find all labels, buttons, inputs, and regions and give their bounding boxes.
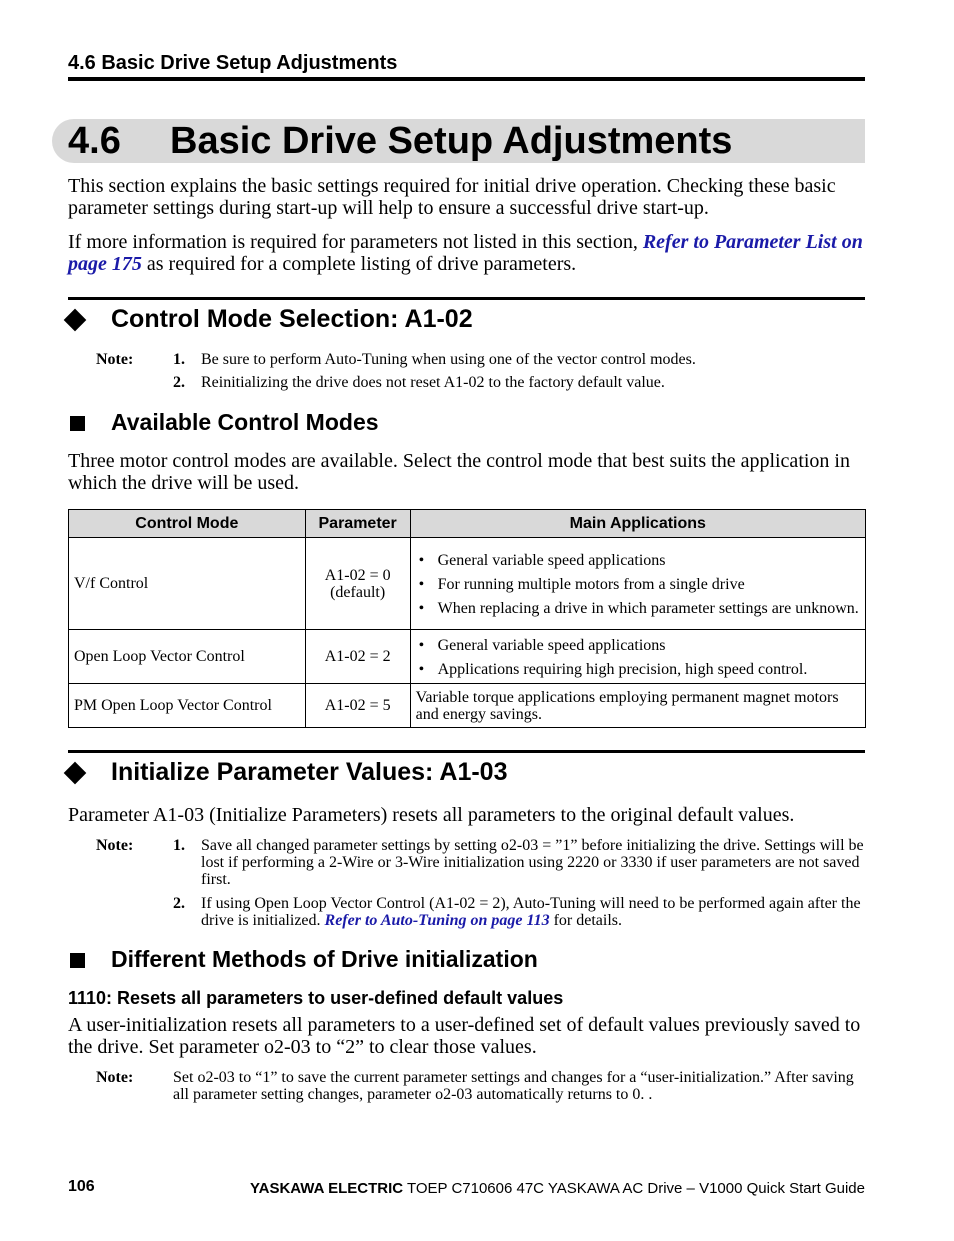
bullet-icon: • (418, 552, 425, 569)
section-rule (68, 750, 865, 753)
note-text: Set o2-03 to “1” to save the current parameter settings and changes for a “user-initialization.” After saving all parameter setting changes, parameter o2-03 automatically returns to 0. . (173, 1069, 854, 1103)
footer-text (250, 1180, 865, 1197)
bullet-icon: • (418, 661, 425, 678)
initialize-heading: Initialize Parameter Values: A1-03 (111, 758, 508, 786)
parameter-list-link[interactable]: Refer to Parameter List on page 175 (68, 231, 863, 275)
parameter-cell: A1-02 = 2 (305, 630, 410, 684)
note2-text-after: for details. (549, 912, 623, 929)
auto-tuning-link[interactable]: Refer to Auto-Tuning on page 113 (324, 912, 550, 929)
list-item: • For running multiple motors from a single drive (418, 576, 745, 593)
mode-cell: Open Loop Vector Control (69, 630, 306, 684)
header-rule (68, 77, 865, 81)
available-modes-heading: Available Control Modes (111, 409, 379, 435)
table-row (69, 538, 866, 630)
available-modes-paragraph: Three motor control modes are available. Select the control mode that best suits the application in which the drive will be used. (68, 450, 850, 494)
table-header-row (69, 510, 866, 538)
diamond-bullet-icon (64, 762, 87, 785)
column-header: Control Mode (69, 510, 306, 538)
note-label: Note: (96, 351, 134, 368)
section-number: 4.6 (68, 120, 121, 162)
mode-cell: V/f Control (69, 538, 306, 630)
applications-cell (410, 630, 865, 684)
bullet-icon: • (418, 576, 425, 593)
note-text (201, 895, 867, 929)
note2-text-before: If using Open Loop Vector Control (A1-02 = 2), Auto-Tuning will need to be performed again after the drive is initialized. (201, 895, 861, 929)
parameter-value: A1-02 = 0 (324, 566, 391, 584)
bullet-icon: • (418, 637, 425, 654)
square-bullet-icon (70, 416, 85, 431)
list-item: • General variable speed applications (418, 552, 666, 569)
mode-cell: PM Open Loop Vector Control (69, 684, 306, 728)
parameter-cell (305, 538, 410, 630)
bullet-icon: • (418, 600, 425, 617)
list-item: • Applications requiring high precision, high speed control. (418, 661, 808, 678)
parameter-default: (default) (330, 583, 386, 601)
footer-brand: YASKAWA ELECTRIC (250, 1180, 404, 1197)
list-item: • General variable speed applications (418, 637, 666, 654)
note-number: 1. (173, 351, 185, 368)
note-label: Note: (96, 1069, 134, 1086)
diamond-bullet-icon (64, 309, 87, 332)
control-mode-heading: Control Mode Selection: A1-02 (111, 305, 473, 333)
table-row (69, 684, 866, 728)
note-number: 2. (173, 374, 185, 391)
parameter-cell: A1-02 = 5 (305, 684, 410, 728)
page-number: 106 (68, 1178, 95, 1195)
note-number: 1. (173, 837, 185, 854)
intro-ref-text-after: as required for a complete listing of drive parameters. (141, 253, 577, 275)
note-label: Note: (96, 837, 134, 854)
note-text: Be sure to perform Auto-Tuning when using one of the vector control modes. (201, 351, 696, 368)
note-text: Save all changed parameter settings by setting o2-03 = ”1” before initializing the drive. Settings will be lost if performing a 2-Wire or 3-Wire initialization using 2220 or 3330 if user parameters are not saved first. (201, 837, 864, 888)
intro-paragraph: This section explains the basic settings required for initial drive operation. Checking these basic parameter settings during start-up will help to ensure a successful drive start-up. (68, 175, 836, 219)
square-bullet-icon (70, 953, 85, 968)
intro-reference-paragraph (68, 231, 868, 275)
column-header: Main Applications (410, 510, 865, 538)
footer-doc: TOEP C710606 47C YASKAWA AC Drive – V1000 Quick Start Guide (403, 1180, 865, 1197)
applications-cell (410, 538, 865, 630)
note-text: Reinitializing the drive does not reset A1-02 to the factory default value. (201, 374, 665, 391)
table-row (69, 630, 866, 684)
list-item: • When replacing a drive in which parameter settings are unknown. (418, 600, 859, 617)
page-title: Basic Drive Setup Adjustments (170, 120, 733, 162)
control-modes-table (68, 509, 866, 728)
user-init-heading: 1110: Resets all parameters to user-defined default values (68, 988, 564, 1008)
user-init-paragraph: A user-initialization resets all parameters to a user-defined set of default values previously saved to the drive. Set parameter o2-03 to “2” to clear those values. (68, 1014, 861, 1058)
applications-cell: Variable torque applications employing permanent magnet motors and energy savings. (410, 684, 865, 728)
init-methods-heading: Different Methods of Drive initialization (111, 946, 538, 972)
intro-ref-text-before: If more information is required for parameters not listed in this section, (68, 231, 643, 253)
running-head: 4.6 Basic Drive Setup Adjustments (68, 52, 398, 74)
section-rule (68, 297, 865, 300)
note-number: 2. (173, 895, 185, 912)
column-header: Parameter (305, 510, 410, 538)
initialize-paragraph: Parameter A1-03 (Initialize Parameters) resets all parameters to the original default values. (68, 804, 795, 826)
